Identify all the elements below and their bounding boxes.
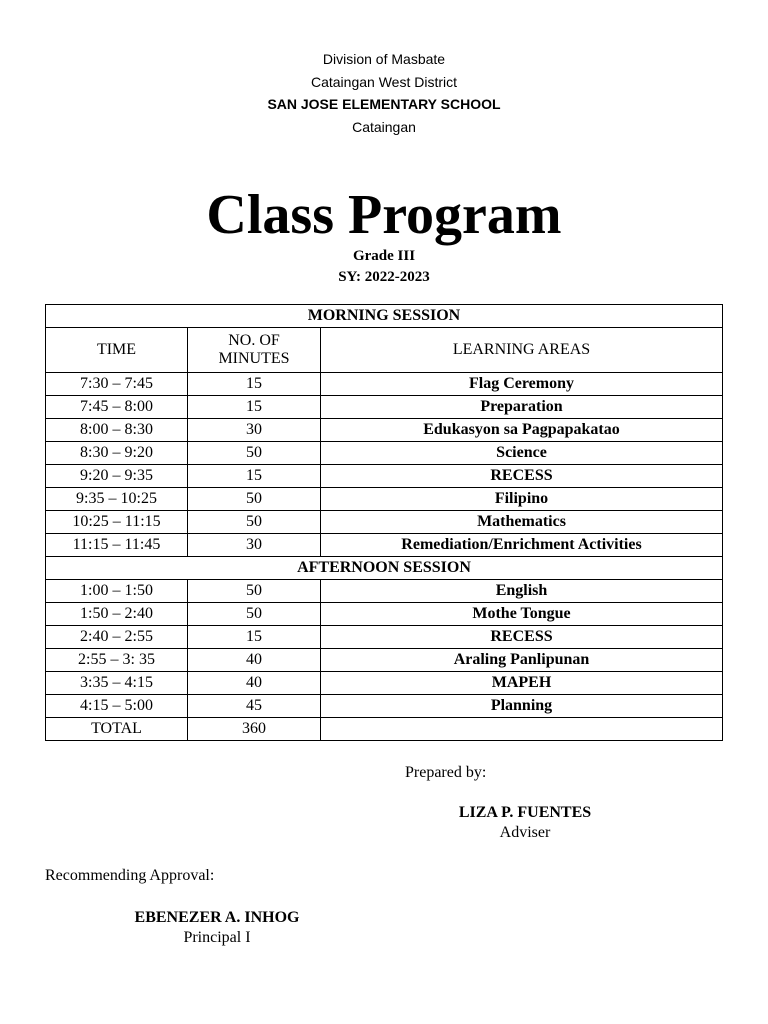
table-row	[46, 534, 723, 557]
learning-areas-column-header: LEARNING AREAS	[321, 328, 723, 373]
principal-signature-block	[117, 908, 317, 948]
adviser-name: LIZA P. FUENTES	[458, 804, 592, 821]
afternoon-session-row	[46, 557, 723, 580]
table-row	[46, 396, 723, 419]
learning-area-cell: Edukasyon sa Pagpapakatao	[321, 419, 723, 442]
time-cell: 4:15 – 5:00	[46, 695, 188, 718]
adviser-signature-block	[425, 803, 625, 843]
afternoon-session-label: AFTERNOON SESSION	[46, 557, 723, 580]
minutes-column-header: NO. OF MINUTES	[188, 328, 321, 373]
learning-area-cell: RECESS	[321, 465, 723, 488]
learning-area-cell: MAPEH	[321, 672, 723, 695]
time-cell: 9:20 – 9:35	[46, 465, 188, 488]
time-cell: 2:40 – 2:55	[46, 626, 188, 649]
learning-area-cell: Preparation	[321, 396, 723, 419]
learning-area-cell: Araling Panlipunan	[321, 649, 723, 672]
learning-area-cell: Mothe Tongue	[321, 603, 723, 626]
total-label: TOTAL	[46, 718, 188, 741]
minutes-cell: 15	[188, 396, 321, 419]
minutes-cell: 50	[188, 603, 321, 626]
learning-area-cell: Science	[321, 442, 723, 465]
district-line: Cataingan West District	[310, 73, 457, 90]
minutes-cell: 45	[188, 695, 321, 718]
page-title: Class Program	[206, 184, 562, 246]
time-cell: 3:35 – 4:15	[46, 672, 188, 695]
learning-area-cell: Planning	[321, 695, 723, 718]
grade-level: Grade III	[352, 248, 416, 264]
total-minutes: 360	[188, 718, 321, 741]
minutes-cell: 15	[188, 373, 321, 396]
time-column-header: TIME	[46, 328, 188, 373]
total-row	[46, 718, 723, 741]
learning-area-cell: Flag Ceremony	[321, 373, 723, 396]
minutes-cell: 30	[188, 534, 321, 557]
document-header	[0, 48, 768, 138]
recommending-approval-label: Recommending Approval:	[45, 867, 215, 884]
school-year: SY: 2022-2023	[338, 269, 430, 285]
minutes-cell: 50	[188, 580, 321, 603]
time-cell: 7:45 – 8:00	[46, 396, 188, 419]
prepared-by-label: Prepared by:	[405, 764, 487, 781]
time-cell: 1:50 – 2:40	[46, 603, 188, 626]
table-row	[46, 373, 723, 396]
table-row	[46, 603, 723, 626]
minutes-cell: 15	[188, 626, 321, 649]
morning-session-row	[46, 305, 723, 328]
subtitle-block	[0, 246, 768, 288]
table-row	[46, 649, 723, 672]
table-row	[46, 695, 723, 718]
learning-area-cell: Remediation/Enrichment Activities	[321, 534, 723, 557]
time-cell: 11:15 – 11:45	[46, 534, 188, 557]
time-cell: 9:35 – 10:25	[46, 488, 188, 511]
time-cell: 8:00 – 8:30	[46, 419, 188, 442]
learning-area-cell: Mathematics	[321, 511, 723, 534]
time-cell: 2:55 – 3: 35	[46, 649, 188, 672]
minutes-cell: 40	[188, 649, 321, 672]
table-row	[46, 442, 723, 465]
table-row	[46, 580, 723, 603]
table-row	[46, 672, 723, 695]
principal-title: Principal I	[183, 929, 251, 946]
morning-session-label: MORNING SESSION	[46, 305, 723, 328]
table-row	[46, 465, 723, 488]
class-schedule-table	[45, 304, 723, 741]
time-cell: 8:30 – 9:20	[46, 442, 188, 465]
time-cell: 10:25 – 11:15	[46, 511, 188, 534]
minutes-cell: 30	[188, 419, 321, 442]
minutes-cell: 15	[188, 465, 321, 488]
school-name: SAN JOSE ELEMENTARY SCHOOL	[267, 96, 501, 112]
minutes-cell: 50	[188, 511, 321, 534]
time-cell: 1:00 – 1:50	[46, 580, 188, 603]
principal-name: EBENEZER A. INHOG	[134, 909, 300, 926]
column-header-row	[46, 328, 723, 373]
adviser-title: Adviser	[499, 824, 551, 841]
learning-area-cell: English	[321, 580, 723, 603]
minutes-cell: 50	[188, 488, 321, 511]
table-row	[46, 488, 723, 511]
total-empty-cell	[321, 718, 723, 741]
table-row	[46, 419, 723, 442]
table-row	[46, 511, 723, 534]
table-row	[46, 626, 723, 649]
minutes-cell: 50	[188, 442, 321, 465]
town-line: Cataingan	[352, 118, 416, 135]
minutes-cell: 40	[188, 672, 321, 695]
learning-area-cell: Filipino	[321, 488, 723, 511]
learning-area-cell: RECESS	[321, 626, 723, 649]
division-line: Division of Masbate	[322, 51, 446, 67]
time-cell: 7:30 – 7:45	[46, 373, 188, 396]
